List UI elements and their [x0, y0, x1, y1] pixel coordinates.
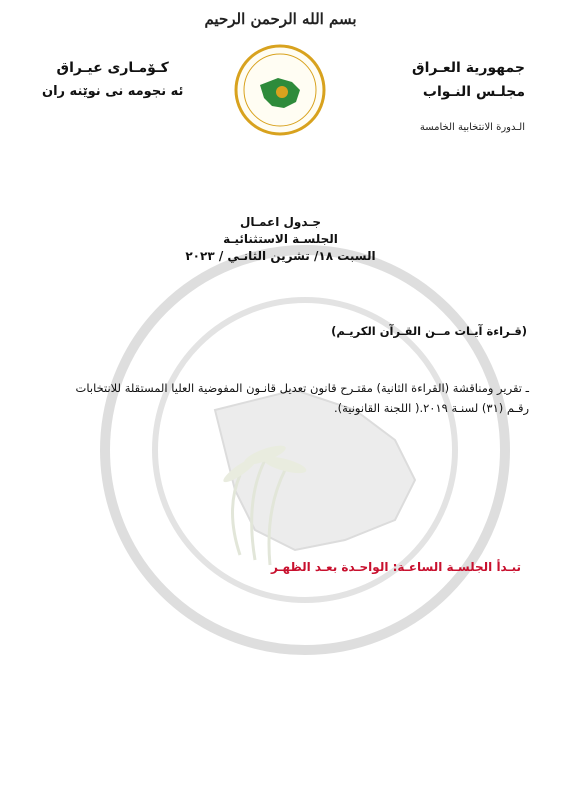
header-left — [42, 60, 183, 99]
council-of-representatives-label: مجلـس النـواب — [422, 84, 525, 100]
agenda-item-law-report-line1: ـ تقرير ومناقشة (القراءة الثانية) مقتـرح قانون تعديل قانـون المفوضية العليا المستقلة للانتخابات — [75, 381, 529, 395]
agenda-item-law-report-line2: رقـم (٣١) لسنـة ٢٠١٩.( اللجنة القانونية). — [333, 401, 529, 415]
kurdish-republic-label: كـۆمـاری عیـراق — [56, 60, 169, 76]
session-type: الجلسـة الاستثنائيـة — [223, 232, 338, 246]
agenda-item-law-report — [30, 378, 529, 418]
header-right — [412, 60, 525, 133]
basmala-heading: بسم الله الرحمن الرحيم — [204, 10, 357, 28]
republic-of-iraq-label: جمهورية العـراق — [412, 60, 525, 76]
watermark-seal — [95, 240, 515, 660]
parliament-emblem-logo — [230, 40, 330, 140]
agenda-item-quran: (قـراءة آيـات مــن القـرآن الكريـم) — [331, 324, 527, 338]
electoral-term-label: الـدورة الانتخابية الخامسة — [419, 122, 525, 133]
session-date: السبت ١٨/ تشرين الثانـي / ٢٠٢٣ — [185, 249, 376, 263]
kurdish-council-label: ئه نجومه نی نوێنه ران — [42, 84, 184, 99]
agenda-title: جـدول اعمـال — [239, 215, 322, 229]
agenda-title-block — [0, 215, 561, 263]
session-start-time: تبـدأ الجلسـة الساعـة: الواحـدة بعـد الظهـر — [270, 560, 521, 574]
